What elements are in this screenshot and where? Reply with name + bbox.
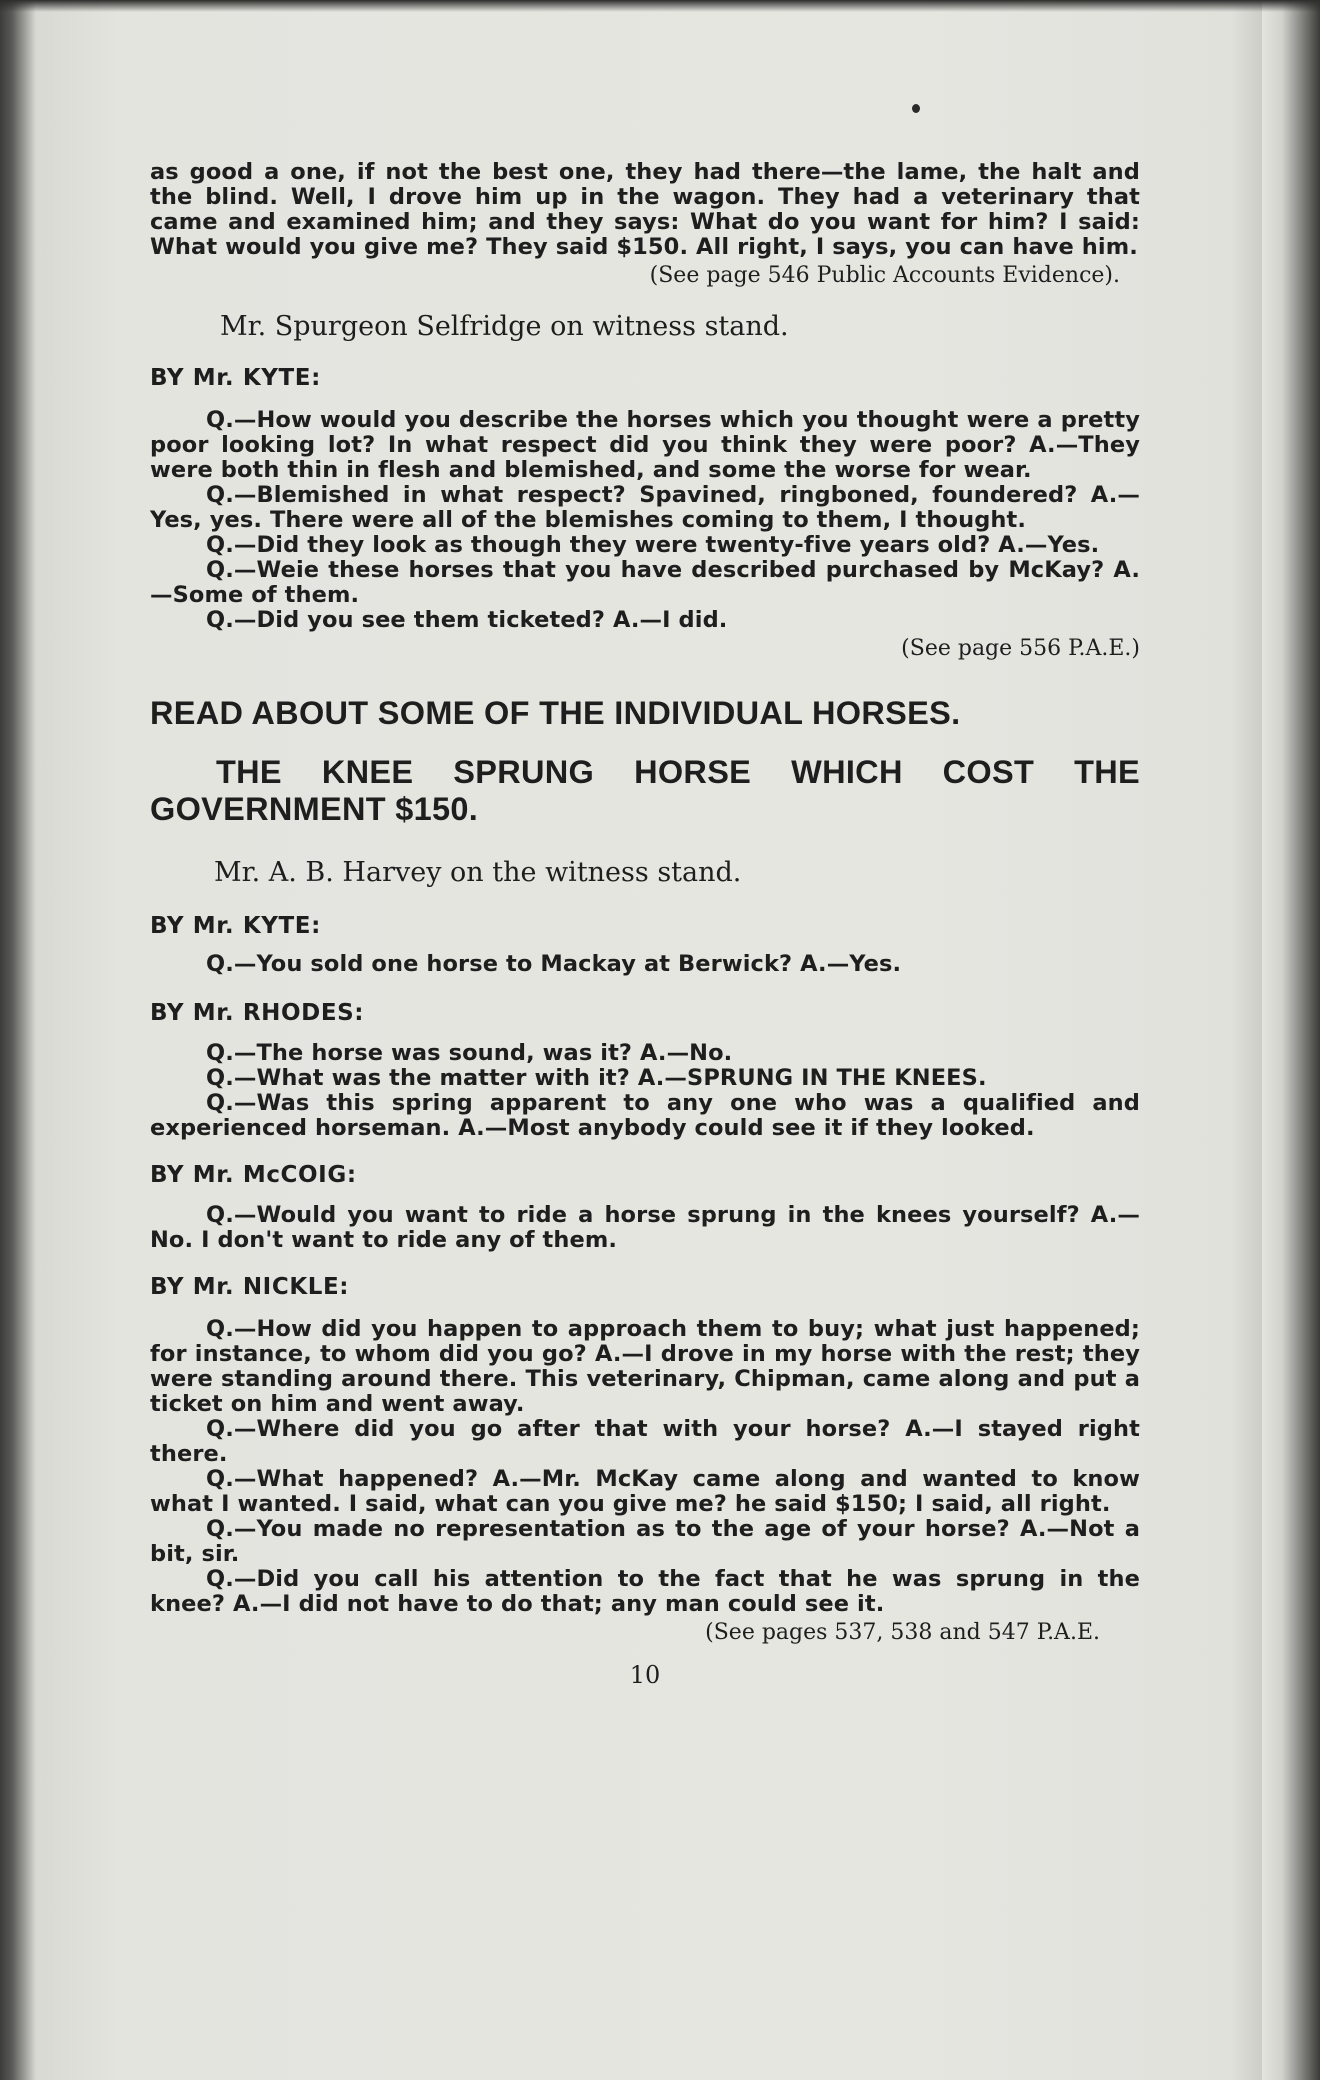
examiner-rhodes: BY Mr. RHODES: [150,1000,365,1026]
qa-item: Q.—How would you describe the horses which you thought were a pretty poor looking lot? In what respect did you think they were poor? A.—They were both thin in flesh and blemished, and some the worse for wear. [150,407,1140,483]
qa-item: Q.—The horse was sound, was it? A.—No. [206,1040,733,1066]
document-page [150,160,1140,1689]
qa-item: Q.—Would you want to ride a horse sprung in the knees yourself? A.—No. I don't want to ride any of them. [150,1202,1140,1253]
examiner-mccoig: BY Mr. McCOIG: [150,1162,357,1188]
ink-dot [912,104,920,113]
witness-harvey: Mr. A. B. Harvey on the witness stand. [214,857,742,888]
page-number: 10 [629,1661,661,1689]
examiner-kyte-1: BY Mr. KYTE: [150,365,321,391]
selfridge-testimony [150,408,1140,633]
heading-knee-sprung-horse: THE KNEE SPRUNG HORSE WHICH COST THE GOVERNMENT $150. [150,754,1140,827]
witness-selfridge: Mr. Spurgeon Selfridge on witness stand. [220,311,789,342]
qa-item: Q.—You sold one horse to Mackay at Berwick? A.—Yes. [206,951,902,977]
heading-individual-horses: READ ABOUT SOME OF THE INDIVIDUAL HORSES. [150,695,961,731]
next-page-edge [1262,0,1320,2080]
qa-item: Q.—How did you happen to approach them to buy; what just happened; for instance, to whom did you go? A.—I drove in my horse with the rest; they were standing around there. This veterinary, Chipman, came along and put a ticket on him and went away. [150,1316,1140,1417]
qa-item: Q.—You made no representation as to the age of your horse? A.—Not a bit, sir. [150,1516,1140,1567]
rhodes-testimony [150,1041,1140,1141]
examiner-nickle: BY Mr. NICKLE: [150,1274,350,1300]
examiner-kyte-2: BY Mr. KYTE: [150,913,321,939]
qa-item: Q.—Was this spring apparent to any one who was a qualified and experienced horseman. A.—Most anybody could see it if they looked. [150,1090,1140,1141]
scan-top-shadow [0,0,1320,12]
opening-paragraph: as good a one, if not the best one, they had there—the lame, the halt and the blind. Well, I drove him up in the wagon. They had a veterinary that came and examined him; and they says: What do you want for him? I said: What would you give me? They said $150. All right, I says, you can have him. [150,159,1140,260]
opening-reference: (See page 546 Public Accounts Evidence). [649,263,1120,288]
selfridge-reference: (See page 556 P.A.E.) [901,636,1140,661]
qa-item: Q.—Did you see them ticketed? A.—I did. [206,607,728,633]
qa-item: Q.—Weie these horses that you have described purchased by McKay? A.—Some of them. [150,557,1140,608]
qa-item: Q.—What happened? A.—Mr. McKay came along and wanted to know what I wanted. I said, what can you give me? he said $150; I said, all right. [150,1466,1140,1517]
qa-item: Q.—Where did you go after that with your horse? A.—I stayed right there. [150,1416,1140,1467]
harvey-reference: (See pages 537, 538 and 547 P.A.E. [705,1620,1100,1645]
qa-item: Q.—What was the matter with it? A.—SPRUNG IN THE KNEES. [206,1065,987,1091]
qa-item: Q.—Did they look as though they were twenty-five years old? A.—Yes. [206,532,1100,558]
qa-item: Q.—Blemished in what respect? Spavined, ringboned, foundered? A.—Yes, yes. There were all of the blemishes coming to them, I thought. [150,482,1140,533]
qa-item: Q.—Did you call his attention to the fact that he was sprung in the knee? A.—I did not have to do that; any man could see it. [150,1566,1140,1617]
nickle-testimony [150,1317,1140,1617]
